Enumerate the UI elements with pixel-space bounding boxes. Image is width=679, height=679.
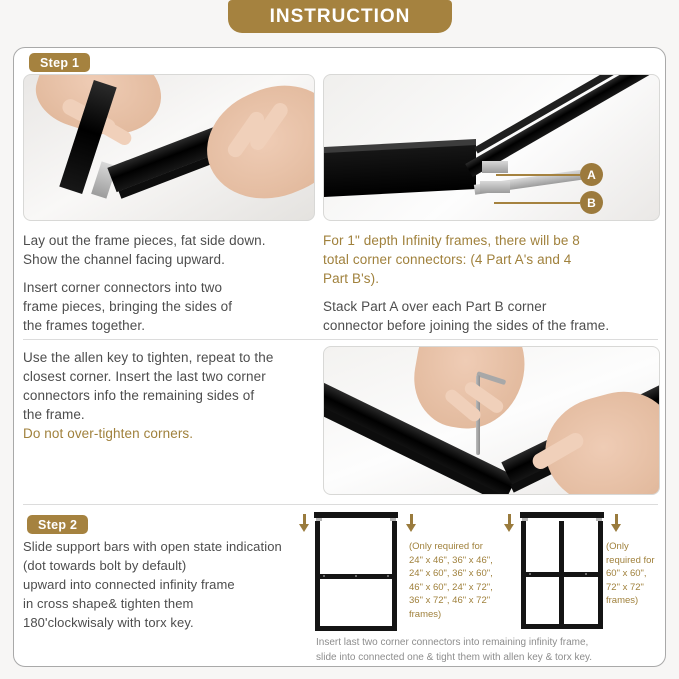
text-line: upward into connected infinity frame bbox=[23, 577, 235, 592]
text-line: Show the channel facing upward. bbox=[23, 252, 225, 267]
allen-key-photo bbox=[323, 346, 660, 495]
text-line: 72" x 72" bbox=[606, 581, 644, 593]
corner-connector-part-a bbox=[482, 161, 508, 173]
part-b-label: B bbox=[587, 195, 596, 210]
paragraph bbox=[23, 278, 319, 335]
step1-badge-label: Step 1 bbox=[40, 55, 80, 70]
text-line: 24" x 46", 36" x 46", bbox=[409, 554, 493, 566]
down-arrow-icon bbox=[504, 514, 514, 533]
text-line: connector before joining the sides of the frame. bbox=[323, 318, 610, 333]
step2-badge bbox=[27, 515, 88, 534]
text-line: Insert last two corner connectors into remaining infinity frame, bbox=[316, 637, 589, 648]
text-line: frames) bbox=[606, 595, 639, 607]
diagram2-note bbox=[606, 540, 668, 608]
text-line: Do not over-tighten corners. bbox=[23, 426, 194, 441]
text-line: frame pieces, bringing the sides of bbox=[23, 299, 233, 314]
text-line: Insert corner connectors into two bbox=[23, 280, 223, 295]
text-line: total corner connectors: (4 Part A's and 4 bbox=[323, 252, 572, 267]
paragraph-gold bbox=[323, 231, 658, 288]
text-line: slide into connected one & tight them with allen key & torx key. bbox=[316, 651, 593, 663]
diagram-screw-dot bbox=[387, 575, 389, 577]
text-line: Use the allen key to tighten, repeat to the bbox=[23, 350, 274, 365]
page-title-text: INSTRUCTION bbox=[269, 5, 411, 27]
part-b-marker bbox=[580, 191, 603, 214]
step2-badge-label: Step 2 bbox=[38, 517, 78, 532]
diagram2-support-bar bbox=[521, 572, 603, 577]
diagram-screw-dot bbox=[529, 573, 531, 575]
part-a-marker bbox=[580, 163, 603, 186]
text-line: 36" x 72", 46" x 72" bbox=[409, 595, 491, 607]
text-line: the frames together. bbox=[23, 318, 146, 333]
allen-key-text bbox=[23, 348, 323, 443]
text-line: (Only bbox=[606, 541, 629, 552]
callout-line-a bbox=[496, 174, 580, 176]
step2-text bbox=[23, 537, 323, 632]
text-line: Stack Part A over each Part B corner bbox=[323, 299, 547, 314]
text-line: required for bbox=[606, 554, 655, 566]
page-title bbox=[228, 0, 452, 33]
text-line: 24" x 60", 36" x 60", bbox=[409, 568, 493, 580]
divider bbox=[23, 339, 658, 340]
step1-left-text bbox=[23, 231, 319, 344]
diagram1-note bbox=[409, 540, 501, 622]
text-line: 46" x 60", 24" x 72", bbox=[409, 581, 493, 593]
down-arrow-icon bbox=[299, 514, 309, 533]
text-line: frames) bbox=[409, 608, 442, 620]
diagram-screw-dot bbox=[323, 575, 325, 577]
down-arrow-icon bbox=[406, 514, 416, 533]
paragraph bbox=[323, 297, 658, 335]
text-line: in cross shape& tighten them bbox=[23, 596, 194, 611]
callout-line-b bbox=[494, 202, 580, 204]
diagram-screw-dot bbox=[355, 575, 357, 577]
step1-photo-connector-detail bbox=[323, 74, 660, 221]
text-line: connectors info the remaining sides of bbox=[23, 388, 255, 403]
text-line: 60" x 60", bbox=[606, 568, 647, 580]
diagram2-top-rail bbox=[520, 512, 604, 518]
frame-bar-fat-side bbox=[324, 145, 476, 197]
text-line: For 1" depth Infinity frames, there will be 8 bbox=[323, 233, 580, 248]
hand-shape bbox=[534, 380, 660, 495]
divider bbox=[23, 504, 658, 505]
step2-caption bbox=[316, 636, 646, 665]
corner-connector-part-b bbox=[480, 181, 510, 193]
text-line: Part B's). bbox=[323, 271, 380, 286]
part-a-label: A bbox=[587, 167, 596, 182]
instruction-card bbox=[13, 47, 666, 667]
text-line: closest corner. Insert the last two corner bbox=[23, 369, 266, 384]
text-line: Lay out the frame pieces, fat side down. bbox=[23, 233, 266, 248]
step1-photo-corner-assembly bbox=[23, 74, 315, 221]
warning-text bbox=[23, 424, 323, 443]
paragraph bbox=[23, 231, 319, 269]
text-line: Slide support bars with open state indication bbox=[23, 539, 282, 554]
text-line: the frame. bbox=[23, 407, 85, 422]
paragraph bbox=[23, 348, 323, 424]
diagram1-top-rail bbox=[314, 512, 398, 518]
text-line: (Only required for bbox=[409, 541, 483, 552]
down-arrow-icon bbox=[611, 514, 621, 533]
text-line: (dot towards bolt by default) bbox=[23, 558, 187, 573]
diagram-screw-dot bbox=[585, 573, 587, 575]
step1-badge bbox=[29, 53, 90, 72]
text-line: 180'clockwisaly with torx key. bbox=[23, 615, 194, 630]
step1-right-text bbox=[323, 231, 658, 344]
